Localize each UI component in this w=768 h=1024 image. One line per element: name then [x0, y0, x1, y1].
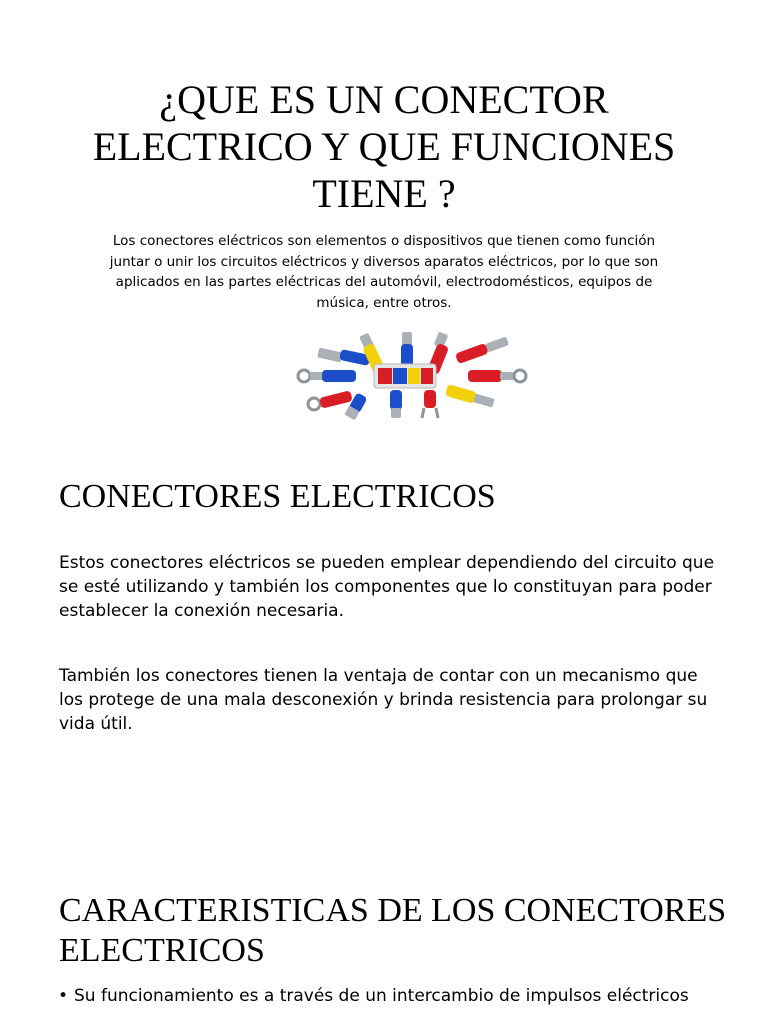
connector-right [468, 370, 526, 382]
list-item [58, 984, 718, 1008]
bullet-icon: • [58, 986, 69, 1006]
connector-kit-box [374, 364, 436, 388]
connector-top-1 [317, 348, 370, 366]
paragraph-advantage: También los conectores tienen la ventaja de contar con un mecanismo que los protege de una mala desconexión y brinda resistencia para prolongar su vida útil. [59, 666, 708, 734]
bullet-text: Su funcionamiento es a través de un intercambio de impulsos eléctricos [74, 986, 689, 1006]
connector-bottom-5 [445, 384, 495, 407]
section-heading-conectores: CONECTORES ELECTRICOS [59, 478, 496, 515]
characteristics-list [58, 984, 718, 1008]
connector-bottom-1 [308, 390, 353, 410]
connector-bottom-3 [390, 390, 402, 418]
connector-left [298, 370, 356, 382]
connector-top-5 [455, 336, 509, 364]
slide-title: ¿QUE ES UN CONECTOR ELECTRICO Y QUE FUNCIONES TIENE ? [92, 77, 676, 216]
connectors-image [290, 328, 534, 420]
connector-bottom-4 [422, 390, 438, 418]
paragraph-usage: Estos conectores eléctricos se pueden emplear dependiendo del circuito que se esté utilizando y también los componentes que lo constituyan para poder establecer la conexión necesaria. [59, 553, 715, 621]
slide-description: Los conectores eléctricos son elementos o dispositivos que tienen como función juntar o unir los circuitos eléctricos y diversos aparatos eléctricos, por lo que son aplicados en las partes eléctricas del automóvil, electrodomésticos, equipos de música, entre otros. [109, 233, 659, 311]
section-heading-caracteristicas: CARACTERISTICAS DE LOS CONECTORES ELECTRICOS [59, 892, 727, 969]
